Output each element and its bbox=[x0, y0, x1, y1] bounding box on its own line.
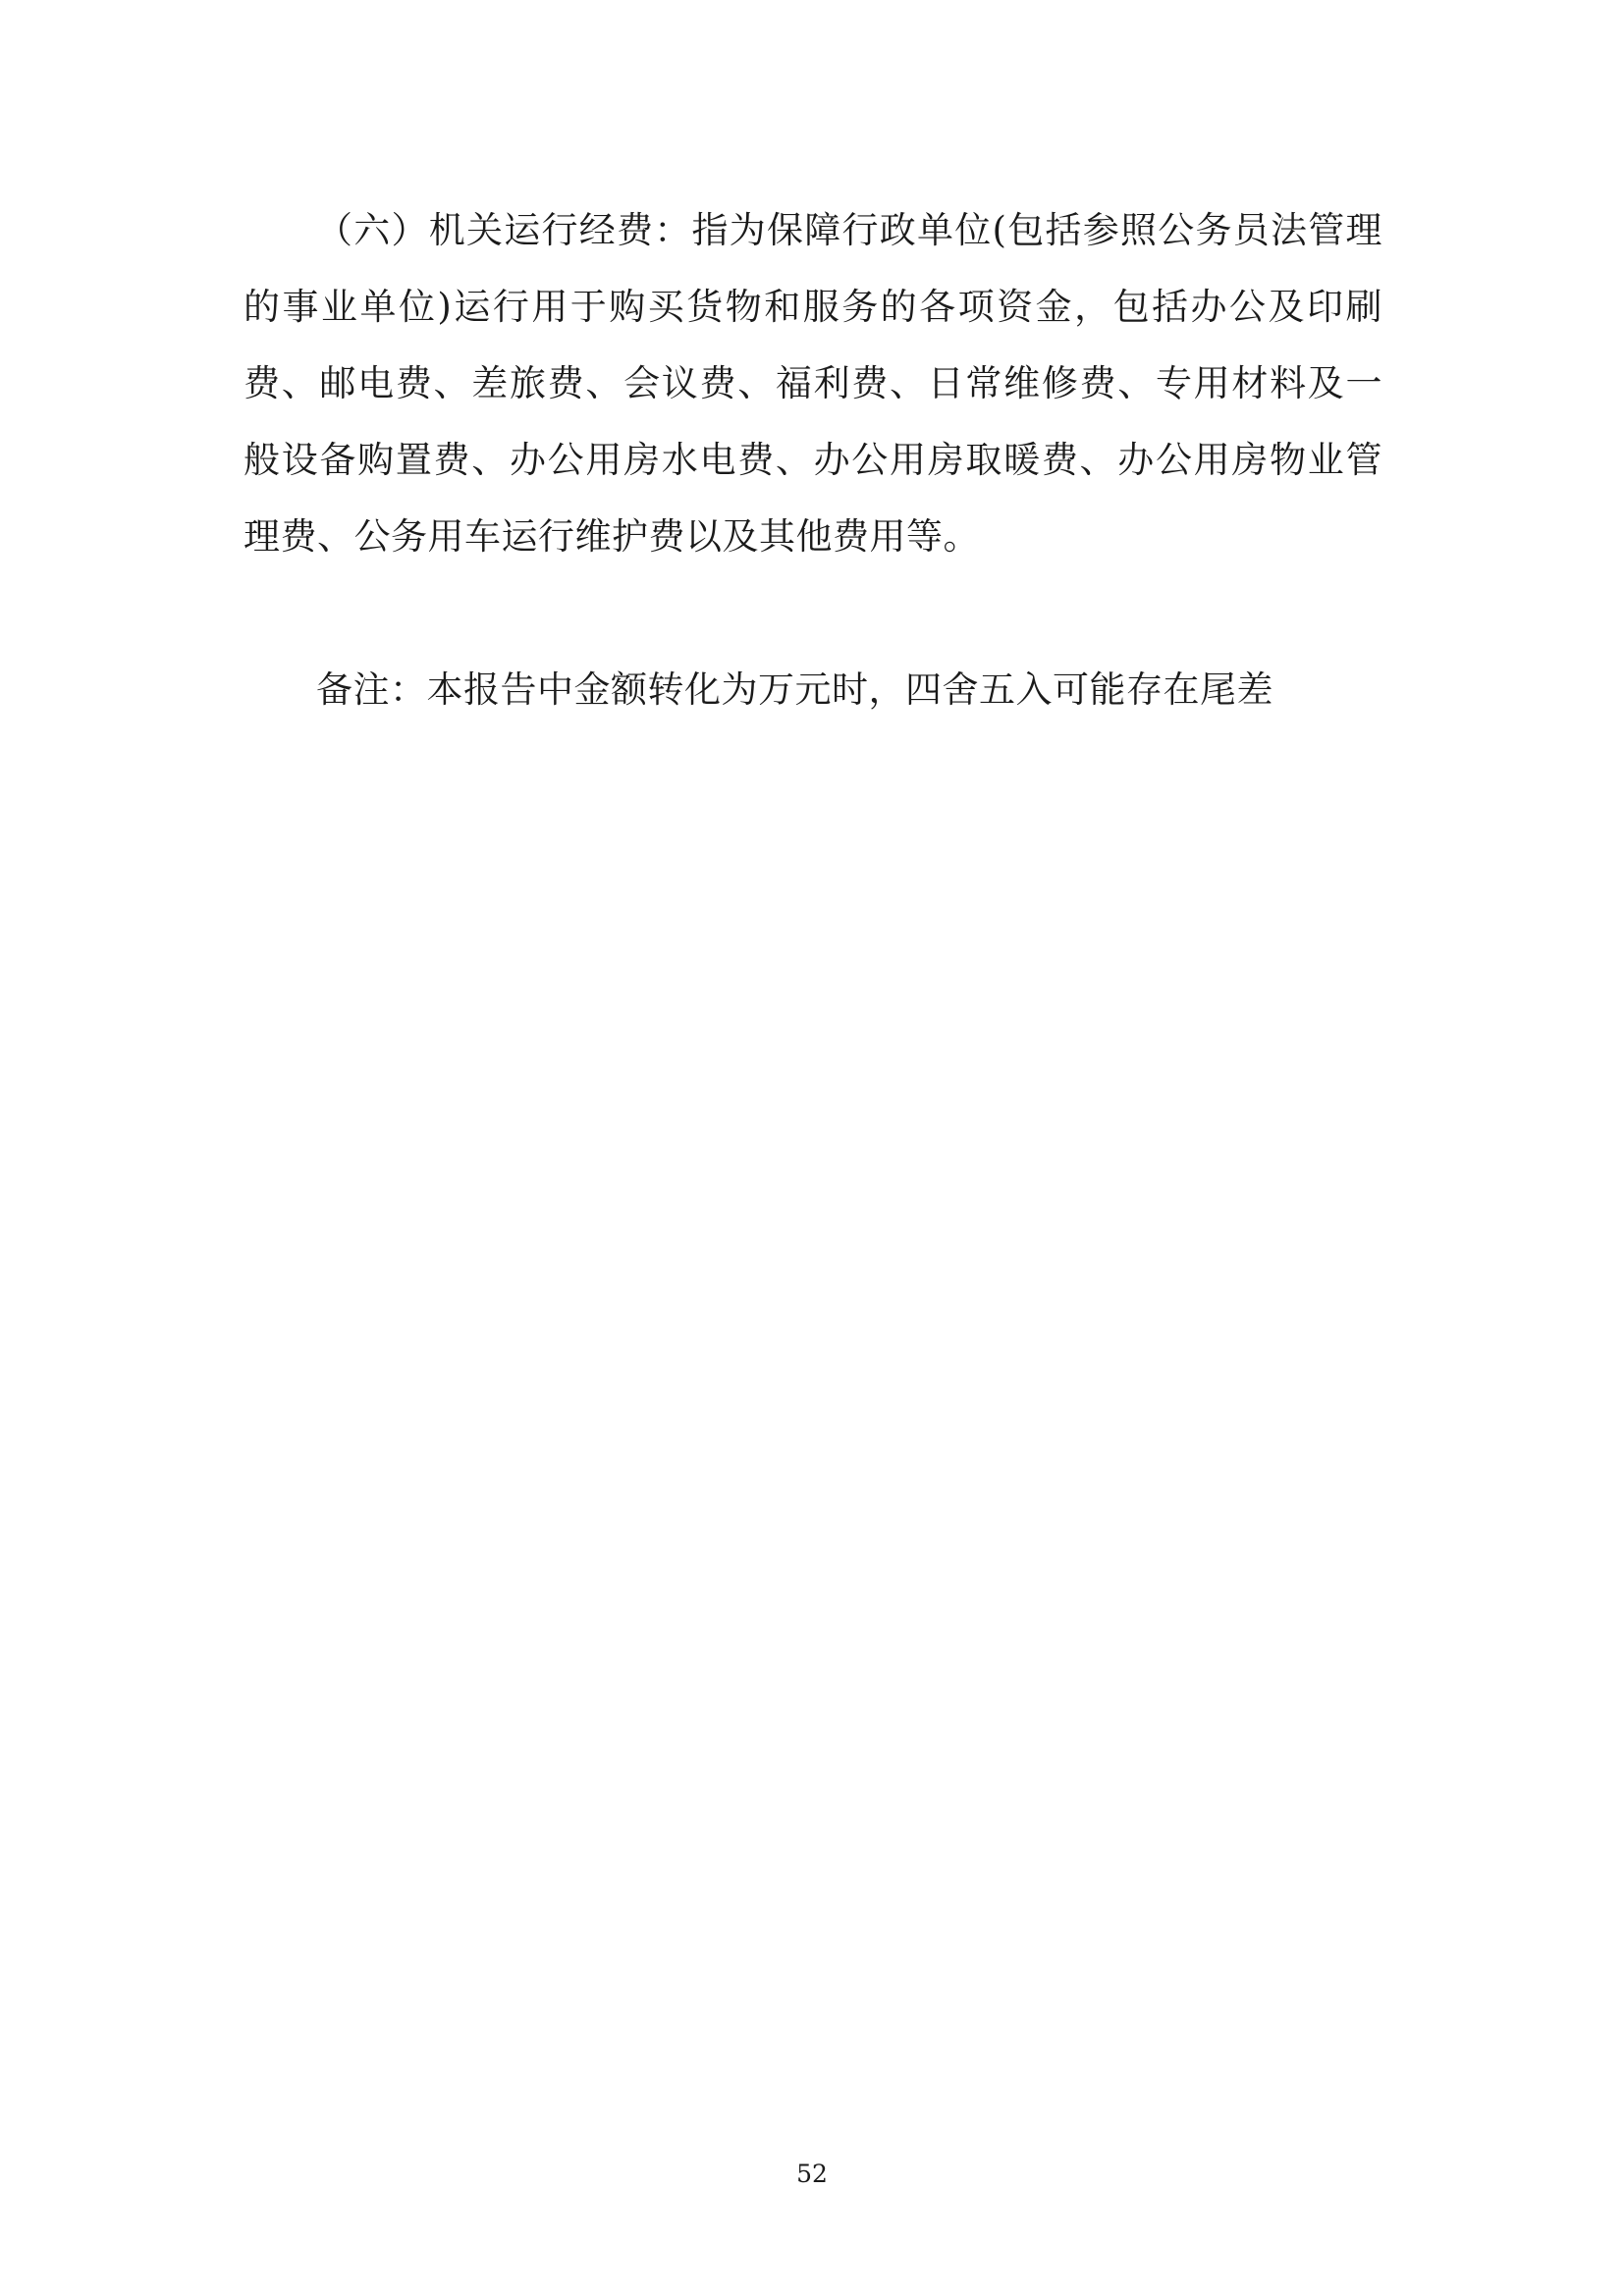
paragraph-operating-expenses: （六）机关运行经费：指为保障行政单位(包括参照公务员法管理的事业单位)运行用于购买货物和服务的各项资金，包括办公及印刷费、邮电费、差旅费、会议费、福利费、日常维修费、专用材料及一般设备购置费、办公用房水电费、办公用房取暖费、办公用房物业管理费、公务用车运行维护费以及其他费用等。 bbox=[244, 209, 1382, 558]
paragraph-remark: 备注：本报告中金额转化为万元时，四舍五入可能存在尾差 bbox=[316, 668, 1273, 711]
page-body bbox=[244, 192, 1382, 728]
page-number: 52 bbox=[796, 2160, 828, 2188]
